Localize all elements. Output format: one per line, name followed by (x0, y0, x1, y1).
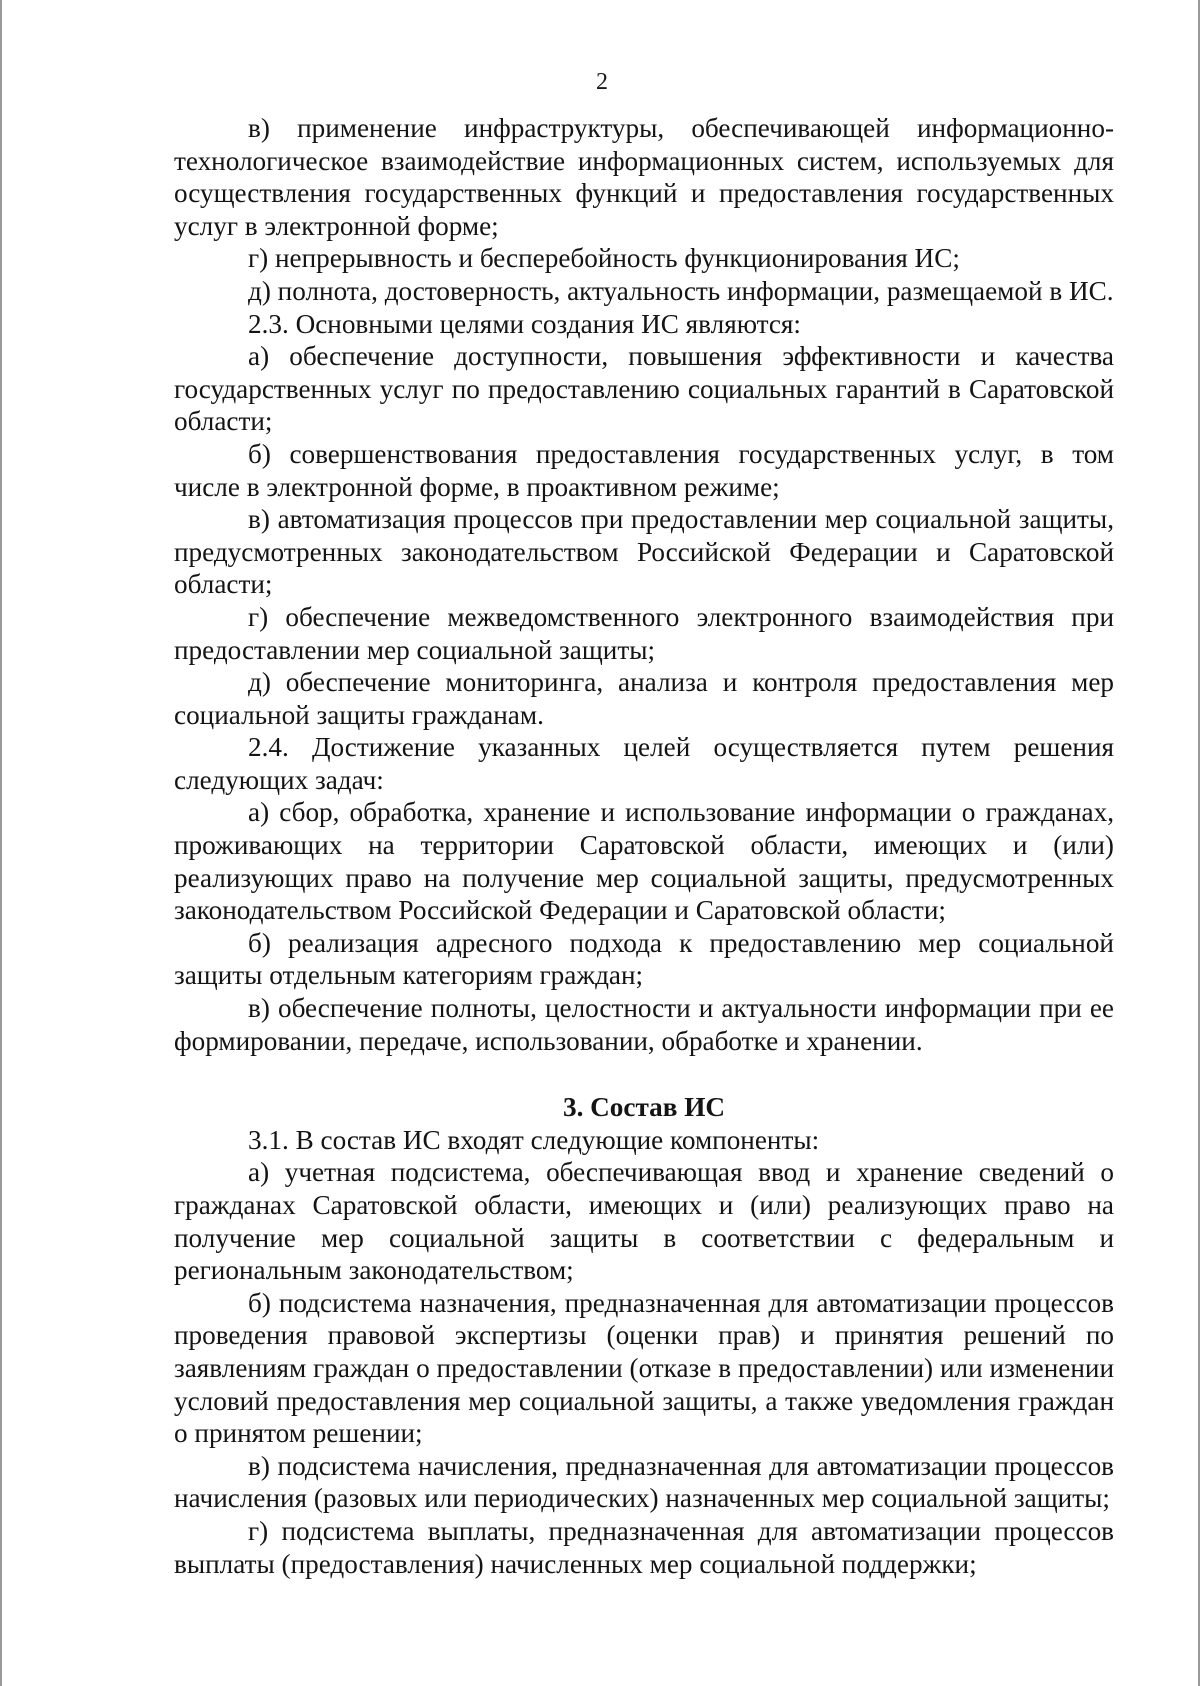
paragraph-3-1-a: а) учетная подсистема, обеспечивающая ввод и хранение сведений о гражданах Саратовской области, имеющих и (или) реализующих право на получение мер социальной защиты в соответствии с федеральным и региональным законодательством; (174, 1157, 1114, 1286)
paragraph-3-1-g: г) подсистема выплаты, предназначенная для автоматизации процессов выплаты (предоставления) начисленных мер социальной поддержки; (174, 1515, 1114, 1579)
paragraph-2-3-g: г) обеспечение межведомственного электронного взаимодействия при предоставлении мер социальной защиты; (174, 601, 1114, 665)
paragraph-2-3-a: а) обеспечение доступности, повышения эффективности и качества государственных услуг по предоставлению социальных гарантий в Саратовской области; (174, 341, 1114, 437)
paragraph-2-3-d: д) обеспечение мониторинга, анализа и контроля предоставления мер социальной защиты гражданам. (174, 667, 1114, 730)
paragraph-3-1-b: б) подсистема назначения, предназначенная для автоматизации процессов проведения правовой экспертизы (оценки прав) и принятия решений по заявлениям граждан о предоставлении (отказе в предоставлении) или изменении условий предоставления мер социальной защиты, а также уведомления граждан о принятом решении; (174, 1287, 1114, 1449)
paragraph-2-3-v: в) автоматизация процессов при предоставлении мер социальной защиты, предусмотренных законодательством Российской Федерации и Саратовской области; (174, 504, 1114, 600)
paragraph-2-2-v: в) применение инфраструктуры, обеспечивающей информационно-технологическое взаимодействие информационных систем, используемых для осуществления государственных функций и предоставления государственных услуг в электронной форме; (174, 113, 1114, 241)
paragraph-2-4: 2.4. Достижение указанных целей осуществляется путем решения следующих задач: (174, 732, 1114, 795)
paragraph-2-2-d: д) полнота, достоверность, актуальность информации, размещаемой в ИС. (248, 275, 1114, 306)
paragraph-2-3: 2.3. Основными целями создания ИС являются: (248, 308, 801, 339)
document-body (174, 112, 1114, 1580)
paragraph-3-1: 3.1. В состав ИС входят следующие компоненты: (248, 1124, 820, 1155)
page-number: 2 (596, 69, 608, 95)
paragraph-2-4-b: б) реализация адресного подхода к предоставлению мер социальной защиты отдельным категориям граждан; (174, 927, 1114, 991)
paragraph-3-1-v: в) подсистема начисления, предназначенная для автоматизации процессов начисления (разовых или периодических) назначенных мер социальной защиты; (174, 1450, 1114, 1514)
paragraph-2-2-g: г) непрерывность и бесперебойность функционирования ИС; (248, 243, 960, 274)
paragraph-2-4-a: а) сбор, обработка, хранение и использование информации о гражданах, проживающих на территории Саратовской области, имеющих и (или) реализующих право на получение мер социальной защиты, предусмотренных законодательством Российской Федерации и Саратовской области; (174, 797, 1114, 926)
paragraph-2-3-b: б) совершенствования предоставления государственных услуг, в том числе в электронной форме, в проактивном режиме; (174, 438, 1114, 502)
paragraph-2-4-v: в) обеспечение полноты, целостности и актуальности информации при ее формировании, передаче, использовании, обработке и хранении. (174, 993, 1114, 1056)
section-heading: 3. Состав ИС (562, 1092, 726, 1123)
